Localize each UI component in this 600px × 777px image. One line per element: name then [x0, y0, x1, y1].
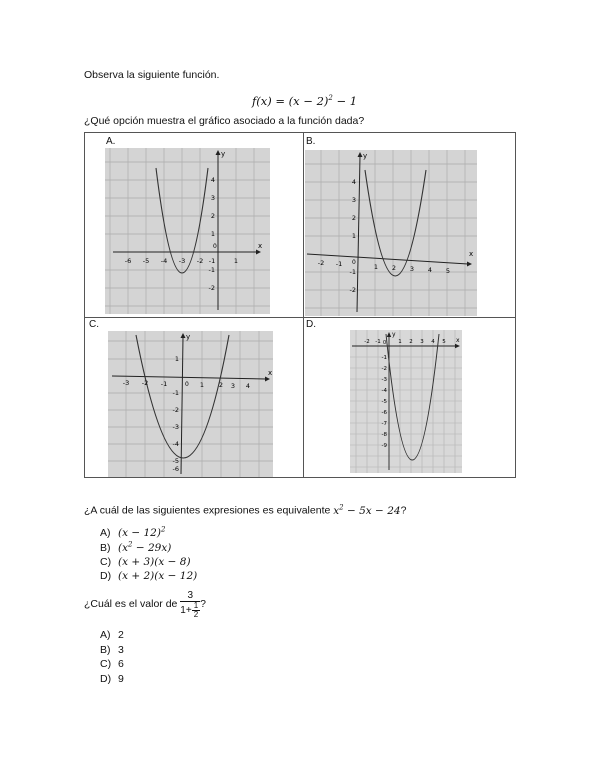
graph-a-tick-y: 1	[210, 230, 215, 238]
option-d-label[interactable]: D.	[306, 319, 316, 330]
graph-a-tick-y: 3	[210, 194, 215, 202]
graph-a-tick-x: -5	[142, 257, 150, 265]
graph-b-tick-x: -2	[317, 259, 325, 267]
graph-b-origin: 0	[352, 259, 356, 266]
graph-d-axis-y: y	[392, 331, 396, 338]
graph-d-tick-y: -4	[381, 388, 387, 394]
graph-b-tick-x: 3	[409, 265, 415, 273]
q2-option-c[interactable]: C) (x + 3)(x − 8)	[100, 555, 191, 568]
graph-d-tick-x: 3	[420, 339, 424, 345]
graph-c-tick-y: -5	[172, 457, 179, 465]
q1-intro: Observa la siguiente función.	[84, 69, 220, 81]
graph-c-tick-x: 2	[218, 381, 224, 389]
graph-c-tick-y: -6	[172, 465, 179, 473]
q3-option-a[interactable]: A) 2	[100, 629, 124, 641]
graph-c-tick-x: -2	[141, 379, 149, 387]
graph-a-tick-y: 2	[210, 212, 215, 220]
graph-c-tick-x: 3	[230, 382, 236, 390]
graph-d-tick-x: 2	[409, 339, 413, 345]
q2-option-b[interactable]: B) $(x^2 - 29x)$	[100, 540, 172, 554]
graph-b-tick-y: 2	[351, 214, 356, 222]
graph-d-axis-x: x	[456, 337, 460, 344]
grid-divider-vertical	[303, 132, 304, 478]
graph-c-axis-x: x	[268, 369, 273, 377]
graph-d-tick-x: -2	[364, 339, 370, 345]
q3-prompt: ¿Cuál es el valor de 3 1+ $\frac{1}{2}$ ?	[84, 589, 206, 619]
graph-d-tick-x: 5	[442, 339, 446, 345]
graph-b-tick-x: 1	[373, 263, 379, 271]
graph-b-tick-x: 5	[445, 267, 451, 275]
q2-prompt: ¿A cuál de las siguientes expresiones es equivalente $x^2 - 5x - 24$?	[84, 503, 407, 517]
q1-prompt: ¿Qué opción muestra el gráfico asociado a la función dada?	[84, 115, 365, 127]
q3-option-d[interactable]: D) 9	[100, 673, 124, 685]
graph-b-axis-y: y	[363, 152, 368, 160]
graph-a-tick-x: -3	[178, 257, 186, 265]
graph-a-tick-y: -2	[208, 284, 215, 292]
graph-b-tick-x: -1	[335, 260, 343, 268]
q3-small-fraction: $\frac{1}{2}$	[193, 600, 199, 619]
graph-a-tick-y: 4	[210, 176, 215, 184]
graph-b-tick-y: -2	[349, 286, 356, 294]
graph-d-tick-y: -6	[381, 410, 387, 416]
graph-d-tick-y: -3	[381, 377, 387, 383]
q3-option-c[interactable]: C) 6	[100, 658, 124, 670]
graph-d-tick-y: -1	[381, 355, 387, 361]
graph-a-axis-y: y	[221, 150, 226, 158]
graph-b[interactable]	[305, 150, 477, 316]
graph-c-tick-x: -3	[122, 379, 130, 387]
graph-c-origin: 0	[185, 381, 189, 388]
graph-b-tick-y: -1	[349, 268, 356, 276]
graph-b-tick-y: 4	[351, 178, 356, 186]
graph-b-axis-x: x	[469, 250, 474, 258]
graph-b-tick-y: 3	[351, 196, 356, 204]
graph-a-tick-x: -6	[124, 257, 132, 265]
graph-a-axis-x: x	[258, 242, 263, 250]
q3-option-b[interactable]: B) 3	[100, 644, 124, 656]
graph-b-tick-x: 4	[427, 266, 433, 274]
option-c-label[interactable]: C.	[89, 319, 99, 330]
graph-a-tick-x: 1	[233, 257, 239, 265]
option-a-label[interactable]: A.	[106, 136, 116, 147]
q2-option-d[interactable]: D) (x + 2)(x − 12)	[100, 569, 198, 582]
q2-option-a[interactable]: A) $(x - 12)^2$	[100, 525, 166, 539]
q1-function: $f(x) = (x - 2)^2 - 1$	[252, 93, 358, 108]
graph-a-tick-x: -1	[208, 257, 216, 265]
graph-d-origin: 0	[383, 340, 387, 346]
graph-c-tick-x: 1	[199, 381, 205, 389]
graph-c-tick-y: -2	[172, 406, 179, 414]
graph-c-tick-y: -3	[172, 423, 179, 431]
q3-fraction: 3 1+ $\frac{1}{2}$	[180, 589, 199, 619]
graph-d-tick-x: 4	[431, 339, 435, 345]
graph-a-tick-x: -4	[160, 257, 168, 265]
graph-c-axis-y: y	[186, 333, 191, 341]
graph-c-tick-y: -1	[172, 389, 179, 397]
graph-b-tick-x: 2	[391, 264, 397, 272]
graph-a-origin: 0	[213, 243, 217, 250]
graph-a-tick-y: -1	[208, 266, 215, 274]
graph-c-tick-y: 1	[174, 355, 179, 363]
graph-d-tick-x: 1	[398, 339, 402, 345]
graph-d-tick-x: -1	[375, 339, 381, 345]
graph-a[interactable]	[105, 148, 270, 314]
graph-d-tick-y: -2	[381, 366, 387, 372]
graph-c-tick-x: -1	[160, 380, 168, 388]
graph-d-tick-y: -8	[381, 432, 387, 438]
grid-divider-horizontal	[84, 317, 516, 318]
graph-d-tick-y: -9	[381, 443, 387, 449]
graph-d-tick-y: -5	[381, 399, 387, 405]
graph-c-tick-x: 4	[245, 382, 251, 390]
graph-a-tick-x: -2	[196, 257, 204, 265]
option-b-label[interactable]: B.	[306, 136, 316, 147]
graph-d-tick-y: -7	[381, 421, 387, 427]
graph-c[interactable]	[108, 331, 273, 477]
graph-d[interactable]	[350, 330, 462, 473]
graph-b-tick-y: 1	[351, 232, 356, 240]
graph-c-tick-y: -4	[172, 440, 179, 448]
